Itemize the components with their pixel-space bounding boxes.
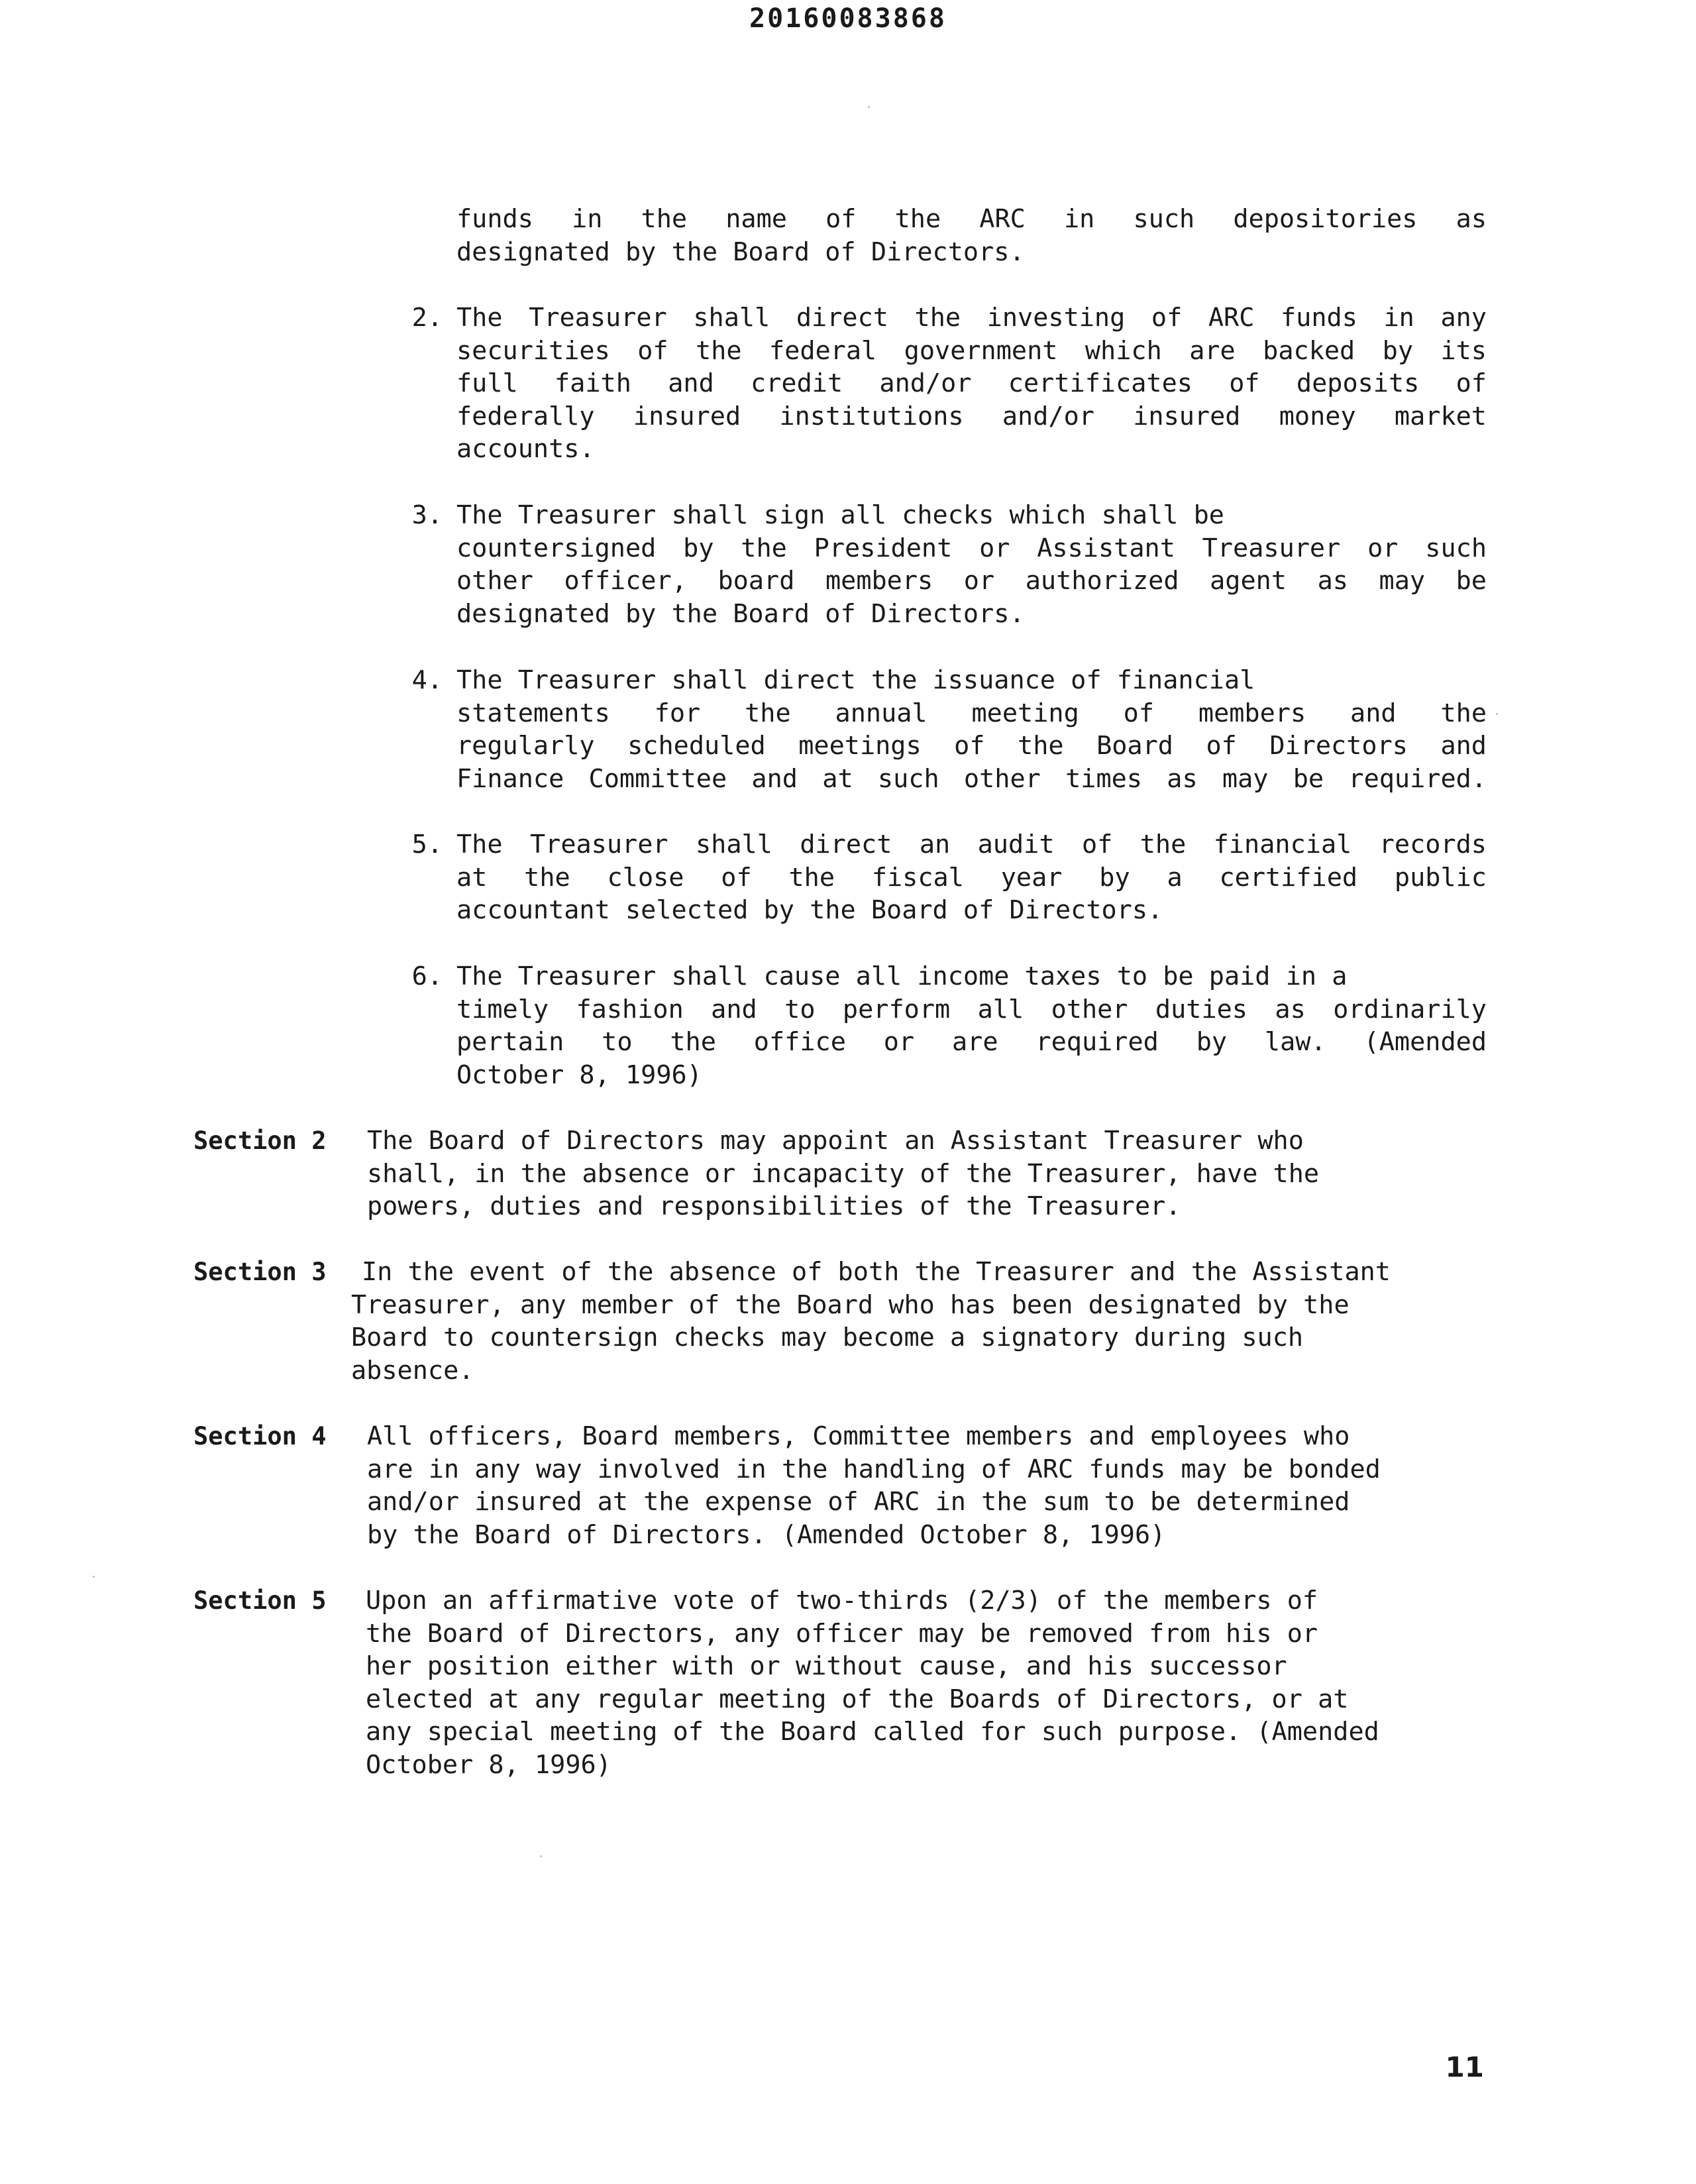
section-label: Section 3 — [193, 1258, 327, 1286]
text-line: any special meeting of the Board called for such purpose. (Amended — [366, 1717, 1379, 1747]
list-item-3 — [456, 499, 1487, 630]
text-line: Finance Committee and at such other times as may be required. — [456, 763, 1487, 794]
text-line: at the close of the fiscal year by a certified public — [456, 862, 1487, 893]
list-number: 6. — [411, 961, 443, 991]
text-line: her position either with or without cause, and his successor — [366, 1651, 1287, 1681]
text-line: The Treasurer shall direct the investing of ARC funds in any — [456, 303, 1487, 333]
section-label: Section 2 — [193, 1126, 327, 1155]
intro-paragraph — [456, 203, 1487, 268]
text-line: The Treasurer shall direct an audit of the financial records — [456, 830, 1487, 859]
text-line: designated by the Board of Directors. — [456, 237, 1025, 267]
scan-speck — [93, 1576, 95, 1578]
text-line: In the event of the absence of both the Treasurer and the Assistant — [362, 1257, 1391, 1287]
text-line: full faith and credit and/or certificates of deposits of — [456, 368, 1487, 398]
text-line: October 8, 1996) — [366, 1749, 611, 1780]
text-line: the Board of Directors, any officer may be removed from his or — [366, 1618, 1318, 1649]
list-item-5 — [456, 828, 1487, 927]
text-line: other officer, board members or authorized agent as may be — [456, 566, 1487, 596]
list-number: 3. — [411, 500, 443, 530]
text-line: federally insured institutions and/or insured money market — [456, 401, 1487, 431]
text-line: countersigned by the President or Assistant Treasurer or such — [456, 533, 1487, 563]
section-label: Section 5 — [193, 1586, 327, 1615]
list-item-6 — [456, 960, 1487, 1091]
text-line: Treasurer, any member of the Board who has been designated by the — [351, 1289, 1350, 1320]
text-line: securities of the federal government which are backed by its — [456, 335, 1487, 366]
text-line: powers, duties and responsibilities of the Treasurer. — [367, 1191, 1181, 1221]
text-line: are in any way involved in the handling of ARC funds may be bonded — [367, 1454, 1381, 1484]
text-line: statements for the annual meeting of members and the — [456, 698, 1487, 728]
document-number: 20160083868 — [749, 3, 947, 34]
list-number: 5. — [411, 830, 443, 859]
text-line: The Treasurer shall sign all checks which shall be — [456, 500, 1224, 530]
section-2-text — [367, 1124, 1447, 1223]
text-line: absence. — [351, 1355, 474, 1386]
text-line: regularly scheduled meetings of the Board of Directors and — [456, 731, 1487, 761]
list-item-4 — [456, 664, 1487, 795]
text-line: accountant selected by the Board of Directors. — [456, 895, 1163, 925]
scan-speck — [540, 1855, 542, 1857]
text-line: and/or insured at the expense of ARC in the sum to be determined — [367, 1487, 1350, 1517]
text-line: by the Board of Directors. (Amended October 8, 1996) — [367, 1519, 1166, 1550]
text-line: designated by the Board of Directors. — [456, 598, 1025, 629]
section-4-text — [367, 1420, 1487, 1551]
section-3-text — [351, 1256, 1477, 1387]
text-line: Upon an affirmative vote of two-thirds (2/3) of the members of — [366, 1586, 1318, 1615]
list-number: 4. — [411, 665, 443, 695]
text-line: The Treasurer shall cause all income taxes to be paid in a — [456, 961, 1348, 991]
text-line: October 8, 1996) — [456, 1060, 702, 1090]
text-line: All officers, Board members, Committee members and employees who — [367, 1421, 1350, 1451]
list-number: 2. — [411, 303, 443, 333]
text-line: accounts. — [456, 434, 595, 464]
text-line: The Board of Directors may appoint an Assistant Treasurer who — [367, 1126, 1304, 1156]
text-line: timely fashion and to perform all other duties as ordinarily — [456, 994, 1487, 1024]
section-label: Section 4 — [193, 1422, 327, 1450]
text-line: pertain to the office or are required by law. (Amended — [456, 1027, 1487, 1057]
text-line: shall, in the absence or incapacity of the Treasurer, have the — [367, 1158, 1320, 1189]
scan-speck — [1496, 713, 1498, 715]
text-line: Board to countersign checks may become a signatory during such — [351, 1323, 1304, 1352]
scan-speck — [868, 106, 870, 108]
text-line: elected at any regular meeting of the Boards of Directors, or at — [366, 1684, 1349, 1714]
text-line: funds in the name of the ARC in such depositories as — [456, 204, 1487, 234]
page-number: 11 — [1445, 2051, 1484, 2083]
list-item-2 — [456, 301, 1487, 466]
text-line: The Treasurer shall direct the issuance of financial — [456, 665, 1255, 695]
section-5-text — [366, 1584, 1485, 1781]
